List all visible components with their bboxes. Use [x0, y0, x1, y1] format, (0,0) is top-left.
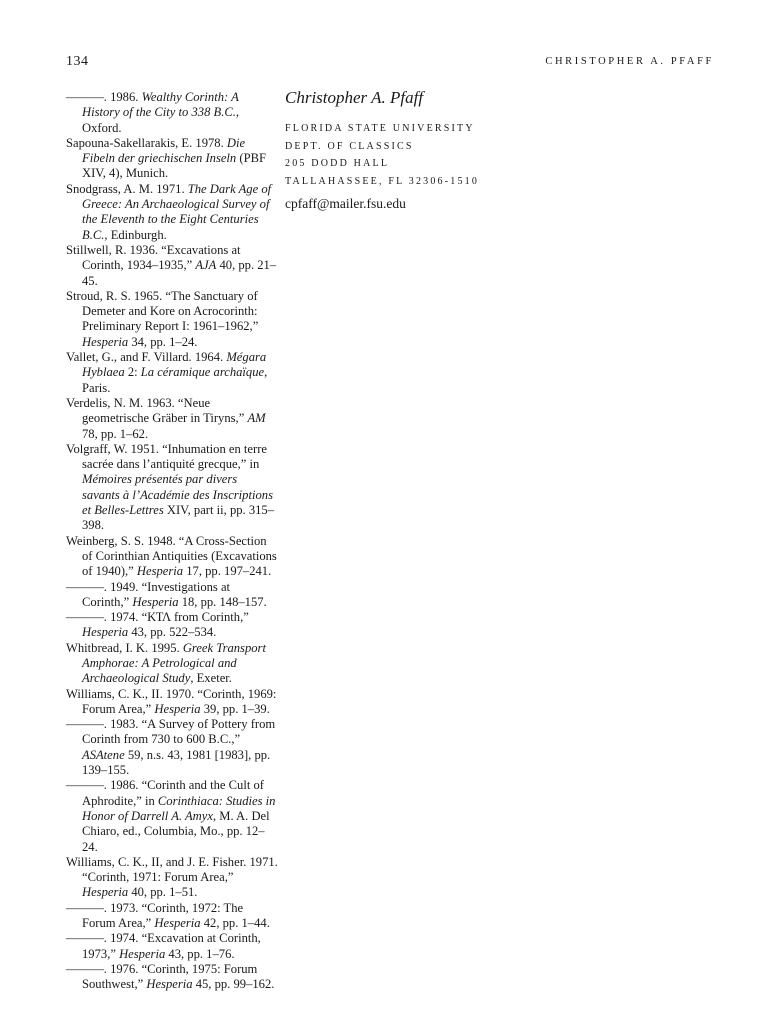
entry-text: Williams, C. K., II, and J. E. Fisher. 1971. “Corinth, 1971: Forum Area,” — [66, 854, 278, 885]
address-line-institution: FLORIDA STATE UNIVERSITY — [285, 123, 475, 134]
entry-text: , Edinburgh. — [104, 227, 167, 242]
entry-text: Sapouna-Sakellarakis, E. 1978. — [66, 135, 227, 150]
entry-title-italic: Hesperia — [82, 334, 129, 349]
entry-text: Stillwell, R. 1936. “Excavations at Corinth, 1934–1935,” — [66, 242, 241, 273]
entry-title-italic: AM — [247, 411, 266, 426]
entry-text: ———. 1974. “ΚΤΛ from Corinth,” — [66, 610, 249, 625]
entry-title-italic: Die Fibeln der griechischen Inseln — [82, 135, 246, 166]
entry-text: 78, pp. 1–62. — [82, 426, 149, 441]
entry-text: ———. 1986. — [66, 90, 142, 104]
entry-text: 39, pp. 1–39. — [200, 701, 270, 716]
bibliography-entry — [66, 396, 278, 442]
bibliography-entry — [66, 610, 278, 641]
entry-title-italic: Hesperia — [82, 625, 129, 640]
page-number: 134 — [66, 54, 89, 69]
entry-text: Whitbread, I. K. 1995. — [66, 640, 183, 655]
bibliography-entry — [66, 182, 278, 243]
entry-text: Weinberg, S. S. 1948. “A Cross-Section of Corinthian Antiquities (Excavations of 1940),” — [66, 533, 277, 579]
entry-text: Stroud, R. S. 1965. “The Sanctuary of Demeter and Kore on Acrocorinth: Preliminary Report I: 1961–1962,” — [66, 288, 259, 334]
running-head: CHRISTOPHER A. PFAFF — [545, 56, 714, 67]
entry-text: , Paris. — [82, 365, 268, 395]
entry-text: ———. 1976. “Corinth, 1975: Forum Southwest,” — [66, 961, 258, 992]
entry-title-italic: AJA — [195, 258, 217, 273]
entry-title-italic: Hesperia — [136, 564, 184, 579]
entry-title-italic: Wealthy Corinth: A History of the City to 338 B.C. — [82, 90, 239, 120]
entry-title-italic: Greek Transport Amphorae: A Petrological and Archaeological Study — [82, 640, 266, 686]
entry-text: 18, pp. 148–157. — [178, 594, 267, 609]
entry-text: XIV, part ii, pp. 315–398. — [82, 503, 275, 533]
bibliography-entry — [66, 534, 278, 580]
entry-text: Williams, C. K., II. 1970. “Corinth, 1969: Forum Area,” — [66, 686, 277, 716]
entry-title-italic: La céramique archaïque — [140, 365, 265, 380]
entry-text: 42, pp. 1–44. — [200, 916, 270, 931]
entry-text: ———. 1983. “A Survey of Pottery from Corinth from 730 to 600 B.C.,” — [66, 717, 276, 747]
entry-text: 2: — [124, 365, 141, 380]
entry-text: Snodgrass, A. M. 1971. — [66, 181, 188, 196]
bibliography-entry — [66, 350, 278, 396]
entry-title-italic: ASAtene — [82, 747, 125, 762]
entry-title-italic: Corinthiaca: Studies in Honor of Darrell A. Amyx — [82, 793, 276, 823]
address-line-city: TALLAHASSEE, FL 32306-1510 — [285, 175, 480, 187]
bibliography-entry — [66, 687, 278, 718]
bibliography-entry — [66, 901, 278, 932]
entry-title-italic: Mémoires présentés par divers savants à l’Académie des Inscriptions et Belles-Lettres — [82, 472, 273, 518]
address-line-department: DEPT. OF CLASSICS — [285, 140, 414, 152]
entry-text: Volgraff, W. 1951. “Inhumation en terre sacrée dans l’antiquité grecque,” in — [66, 441, 267, 472]
entry-text: ———. 1973. “Corinth, 1972: The Forum Area,” — [66, 900, 244, 931]
bibliography-entry — [66, 641, 278, 687]
entry-title-italic: Hesperia — [132, 594, 179, 609]
entry-title-italic: Hesperia — [82, 885, 129, 900]
author-block — [285, 88, 525, 226]
bibliography-entry — [66, 931, 278, 962]
entry-text: (PBF XIV, 4), Munich. — [82, 151, 266, 181]
entry-title-italic: The Dark Age of Greece: An Archaeological Survey of the Eleventh to the Eight Centuries B.C. — [82, 181, 272, 242]
address-line-street: 205 DODD HALL — [285, 158, 390, 169]
entry-text: ———. 1974. “Excavation at Corinth, 1973,” — [66, 931, 261, 961]
entry-text: ———. 1986. “Corinth and the Cult of Aphrodite,” in — [66, 778, 264, 808]
author-name: Christopher A. Pfaff — [285, 88, 424, 107]
bibliography-entry — [66, 717, 278, 778]
entry-text: 17, pp. 197–241. — [183, 564, 272, 579]
entry-title-italic: Hesperia — [154, 916, 201, 931]
bibliography-entry — [66, 90, 278, 136]
bibliography-list — [66, 90, 278, 993]
author-email-link[interactable]: cpfaff@mailer.fsu.edu — [285, 196, 406, 211]
bibliography-entry — [66, 243, 278, 289]
entry-text: , Exeter. — [190, 671, 232, 686]
bibliography-entry — [66, 580, 278, 611]
entry-text: 40, pp. 1–51. — [128, 885, 198, 900]
bibliography-entry — [66, 855, 278, 901]
bibliography-entry — [66, 136, 278, 182]
entry-title-italic: Mégara Hyblaea — [82, 350, 267, 380]
entry-text: , M. A. Del Chiaro, ed., Columbia, Mo., pp. 12–24. — [82, 808, 270, 854]
entry-text: 43, pp. 522–534. — [128, 625, 217, 640]
entry-text: 40, pp. 21–45. — [82, 258, 277, 288]
bibliography-entry — [66, 289, 278, 350]
entry-text: 59, n.s. 43, 1981 [1983], pp. 139–155. — [82, 747, 271, 778]
entry-text: Vallet, G., and F. Villard. 1964. — [66, 350, 227, 365]
entry-title-italic: Hesperia — [119, 946, 166, 961]
entry-text: 43, pp. 1–76. — [165, 946, 235, 961]
entry-text: 34, pp. 1–24. — [128, 334, 198, 349]
entry-title-italic: Hesperia — [146, 977, 193, 992]
entry-text: ———. 1949. “Investigations at Corinth,” — [66, 579, 231, 609]
bibliography-entry — [66, 442, 278, 534]
bibliography-entry — [66, 962, 278, 993]
entry-text: Verdelis, N. M. 1963. “Neue geometrische Gräber in Tiryns,” — [66, 395, 248, 426]
bibliography-entry — [66, 778, 278, 854]
entry-text: 45, pp. 99–162. — [192, 977, 275, 992]
entry-title-italic: Hesperia — [154, 701, 201, 716]
entry-text: , Oxford. — [82, 105, 240, 135]
